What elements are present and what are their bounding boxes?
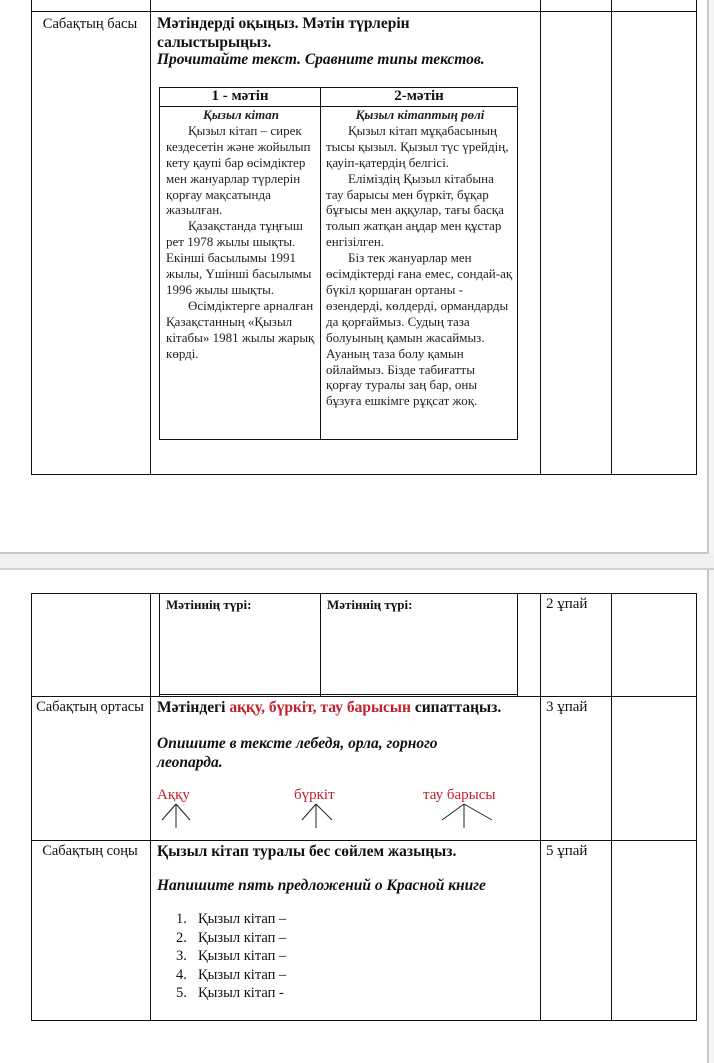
table-border	[540, 593, 541, 1021]
task-prefix: Мәтіндегі	[157, 699, 230, 716]
score-badge: 5 ұпай	[546, 843, 588, 859]
inner-table-border	[517, 593, 518, 696]
table-border	[31, 593, 32, 1021]
task-suffix: сипаттаңыз.	[410, 699, 502, 716]
inner-table-border	[159, 87, 160, 440]
word-swan: Аққу	[157, 787, 190, 803]
stage-label: Сабақтың ортасы	[36, 699, 144, 715]
inner-table-border	[320, 87, 321, 440]
table-border	[31, 696, 697, 697]
task-kazakh	[157, 699, 537, 716]
task-russian: Напишите пять предложений о Красной книге	[157, 877, 486, 894]
score-badge: 3 ұпай	[546, 699, 588, 715]
table-border	[31, 1020, 697, 1021]
list-item: 5. Қызыл кітап -	[176, 985, 284, 1002]
word-eagle: бүркіт	[294, 787, 335, 803]
text1-paragraph: Қызыл кітап – сирек кездесетін және жойылып кету қаупі бар өсімдіктер мен жануарлар түрлерін қорғау мақсатында жазылған.	[166, 122, 311, 218]
stage-label: Сабақтың соңы	[42, 843, 138, 859]
table-border	[611, 0, 612, 475]
table-border	[696, 0, 697, 475]
text2-title: Қызыл кітаптың рөлі	[355, 107, 485, 122]
task-kazakh: Қызыл кітап туралы бес сөйлем жазыңыз.	[157, 843, 457, 860]
text1-header: 1 - мәтін	[211, 88, 269, 104]
score-badge: 2 ұпай	[546, 596, 588, 612]
table-border	[611, 593, 612, 1021]
table-border	[540, 0, 541, 475]
table-border	[696, 593, 697, 1021]
text1-paragraph: Өсімдіктерге арналған Қазақстанның «Қызыл кітабы» 1981 жылы жарық көрді.	[166, 297, 315, 361]
list-item: 1. Қызыл кітап –	[176, 911, 287, 927]
table-border	[31, 474, 697, 475]
text2-paragraph: Еліміздің Қызыл кітабына тау барысы мен бүркіт, бұқар бұғысы мен аққулар, тағы басқа толып жатқан аңдар мен құстар енгізілген.	[326, 170, 504, 250]
text2-paragraph: Біз тек жануарлар мен өсімдіктерді ғана емес, сондай-ақ бүкіл қоршаған ортаны - өзендерді, көлдерді, ормандарды да қорғаймыз. Судың таза болуының қамын жасаймыз. Ауаның таза болу қамын ойлаймыз. Бізде табиғатты қорғау туралы заң бар, оны бұзуға ешкімге рұқсат жоқ.	[326, 250, 513, 409]
text-type-label-2: Мәтіннің түрі:	[327, 597, 413, 612]
inner-table-border	[320, 593, 321, 696]
text2-header: 2-мәтін	[394, 88, 444, 104]
text-type-label-1: Мәтіннің түрі:	[166, 597, 252, 612]
list-item: 4. Қызыл кітап –	[176, 966, 287, 983]
task-russian: Прочитайте текст. Сравните типы текстов.	[157, 51, 485, 68]
inner-table-border	[517, 87, 518, 440]
viewer-scroll-edge[interactable]	[709, 0, 714, 1063]
table-border	[31, 0, 32, 475]
sentence-list	[176, 910, 286, 1003]
text1-title: Қызыл кітап	[203, 107, 279, 122]
task-highlight: аққу, бүркіт, тау барысын	[229, 699, 411, 716]
branch-lines-icon	[298, 802, 338, 832]
text1-paragraph: Қазақстанда тұңғыш рет 1978 жылы шықты. Екінші басылымы 1991 жылы, Үшінші басылымы 1996 жылы шықты.	[166, 218, 312, 297]
branch-lines-icon	[160, 802, 200, 832]
list-item: 3. Қызыл кітап –	[176, 948, 287, 965]
list-item: 2. Қызыл кітап –	[176, 929, 287, 946]
task-kazakh: Мәтіндерді оқыңыз. Мәтін түрлерін салыстырыңыз.	[157, 15, 410, 51]
table-border	[31, 11, 697, 12]
inner-table-border	[159, 593, 160, 696]
document-page-2	[0, 570, 709, 1063]
table-border	[150, 0, 151, 475]
table-border	[31, 593, 697, 594]
task-russian: Опишите в тексте лебедя, орла, горного леопарда.	[157, 735, 438, 771]
branch-lines-icon	[438, 802, 498, 832]
stage-label: Сабақтың басы	[42, 16, 138, 32]
text2-body	[326, 107, 514, 409]
inner-table-border	[159, 439, 518, 440]
text2-paragraph: Қызыл кітап мұқабасының тысы қызыл. Қызыл түс үрейдің, қауіп-қатердің белгісі.	[326, 122, 509, 170]
word-snow-leopard: тау барысы	[423, 787, 496, 803]
table-border	[31, 840, 697, 841]
text1-body	[166, 107, 316, 362]
inner-table-border	[159, 694, 518, 695]
table-border	[150, 593, 151, 1021]
page-gap	[0, 554, 714, 570]
